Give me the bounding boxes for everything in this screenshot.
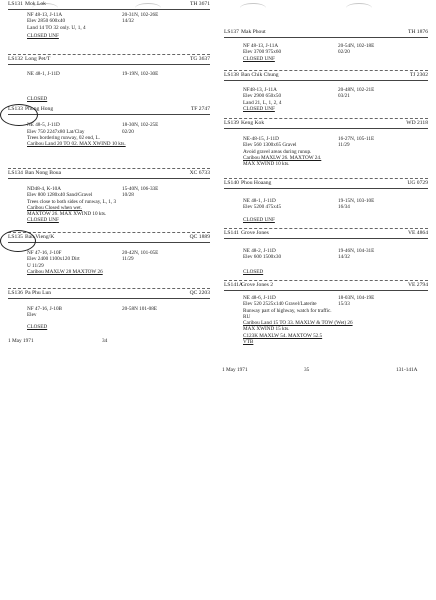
detail-line: Land 14 TO 32 only. U, 1, 4: [27, 24, 86, 31]
entry-header: [8, 233, 210, 243]
entry-header: [8, 169, 210, 179]
entry-details: [224, 291, 428, 345]
site-code: LS135: [8, 234, 23, 240]
status-label: CLOSED UNF: [243, 216, 275, 223]
site-code: LS132: [8, 56, 23, 62]
site-code: LS138: [224, 72, 239, 78]
detail-line: Elev 800 1280x40 Sand/Gravel 10/28: [27, 192, 134, 199]
detail-line: Avoid gravel areas during runup.: [243, 148, 312, 155]
entry-header: [224, 71, 428, 81]
detail-line: NE 48-2, J-11D 19-46N, 104-31E: [243, 248, 375, 254]
detail-line: NF 48-13, J-11A 20-54N, 102-18E: [243, 43, 375, 49]
detail-line: MAXTOW 26. MAX XWIND 10 kts.: [27, 211, 107, 218]
entry-header: [224, 119, 428, 129]
binding-arc: [346, 3, 372, 13]
hand-drawn-circle: [0, 104, 38, 126]
status-label: CLOSED UNF: [27, 32, 59, 39]
grid-reference: XC 6733: [189, 170, 210, 176]
site-code: LS141A: [224, 282, 243, 288]
detail-line: Elev 2400 1100x120 Dirt 11/29: [27, 256, 134, 263]
detail-line: NF48-13, J-11A 20-48N, 102-21E: [243, 87, 375, 93]
detail-line: NE 48-5, J-11D 18-30N, 102-25E: [27, 122, 159, 129]
entry-header: [224, 229, 428, 239]
entry-details: [8, 299, 210, 319]
detail-line: Elev 5200 475x45 16/34: [243, 204, 350, 211]
site-name: Ban Chik Chung: [241, 72, 279, 78]
status-label: CLOSED: [243, 268, 264, 275]
site-code: LS139: [224, 120, 239, 126]
entry-ls136: [8, 288, 210, 330]
site-name: Grove Jones 2: [241, 282, 274, 288]
site-code: LS141: [224, 230, 239, 236]
entry-details: [8, 179, 210, 217]
status-label: CLOSED: [27, 323, 48, 330]
site-code: LS134: [8, 170, 23, 176]
entry-ls131: [8, 0, 210, 39]
detail-line: ND48-4, K-10A 15-40N, 106-33E: [27, 186, 159, 192]
grid-reference: WD 2118: [406, 120, 428, 126]
entry-header: [224, 28, 428, 38]
site-code: LS140: [224, 180, 239, 186]
detail-line: MAX XWIND 15 kts.: [243, 326, 290, 333]
site-name: Grove Jones: [241, 230, 269, 236]
site-name: Mok Lok: [25, 1, 46, 7]
footer-date: 1 May 1971: [8, 338, 34, 344]
entry-details: [224, 38, 428, 56]
page-number: 34: [102, 338, 108, 344]
grid-reference: QC 2203: [189, 290, 210, 296]
entry-details: [224, 81, 428, 106]
grid-reference: UG 0729: [407, 180, 428, 186]
site-code: LS133: [8, 106, 23, 113]
entry-ls139: [224, 118, 428, 167]
entry-ls133: [8, 96, 210, 148]
detail-line: C123K MAXLW 54. MAXTOW 52.5: [243, 332, 323, 339]
status-label: CLOSED: [27, 96, 48, 102]
detail-line: U 11/29: [27, 262, 44, 269]
grid-reference: QC 1889: [189, 234, 210, 240]
entry-details: [8, 65, 210, 77]
detail-line: Runway part of highway, watch for traffic.: [243, 307, 332, 314]
entry-ls134: [8, 168, 210, 224]
hand-drawn-circle: [0, 230, 36, 252]
entry-header: [8, 55, 210, 65]
site-name: Phou Hoaang: [241, 180, 272, 186]
status-label: CLOSED UNF: [243, 105, 275, 112]
entry-header: [8, 0, 210, 10]
detail-line: Trees close to both sides of runway, L, 1, 3: [27, 198, 117, 205]
entry-details: [224, 239, 428, 261]
detail-line: NE 48-1, J-11D 19-19N, 102-30E: [27, 71, 159, 77]
detail-line: NE 48-1, J-11D 19-15N, 103-10E: [243, 198, 375, 204]
detail-line: NF 47-16, J-10B 20-58N 101-08E: [27, 306, 158, 312]
site-name: Mak Phout: [241, 29, 266, 35]
page-number: 35: [304, 367, 310, 373]
detail-line: VTB: [243, 339, 254, 346]
entry-ls137: [224, 28, 428, 62]
site-name: Phong Hong: [25, 106, 54, 113]
status-label: CLOSED UNF: [243, 55, 275, 62]
entry-details: [8, 243, 210, 275]
detail-line: MAX XWIND 10 kts.: [243, 161, 290, 168]
detail-line: NE 48-6, J-11D 18-03N, 104-19E: [243, 295, 375, 301]
entry-ls141a: [224, 280, 428, 345]
entry-details: [8, 115, 210, 147]
detail-line: RU: [243, 313, 251, 320]
binding-arc: [240, 3, 266, 13]
grid-reference: TH 3671: [189, 1, 210, 7]
page-range: 131-141A: [396, 367, 418, 373]
grid-reference: VE 2794: [407, 282, 428, 288]
detail-line: Elev 600 1500x30 14/32: [243, 254, 350, 261]
grid-reference: TJ 2302: [409, 72, 428, 78]
entry-header: [224, 281, 428, 291]
site-code: LS137: [224, 29, 239, 35]
entry-header: [224, 179, 428, 189]
entry-header: [8, 289, 210, 299]
detail-line: Caribou Land 15 TO 33. MAXLW & TOW (Wet) 26: [243, 320, 353, 327]
site-name: Ban Vieng/K: [25, 234, 55, 240]
grid-reference: TH 1876: [407, 29, 428, 35]
site-code: LS136: [8, 290, 23, 296]
entry-ls132: [8, 54, 210, 77]
entry-ls141: [224, 228, 428, 275]
entry-ls135: [8, 232, 210, 275]
detail-line: Trees bordering runway, 02 end, L.: [27, 135, 100, 141]
detail-line: NE-48-15, J-11D 16-27N, 105-11E: [243, 136, 375, 142]
entry-details: [224, 189, 428, 211]
detail-line: Land 21, L, 1, 2, 4: [243, 99, 282, 106]
detail-line: Elev 2900 650x50 03/21: [243, 93, 350, 100]
detail-line: Caribou Land 20 TO 02. MAX XWIND 10 kts.: [27, 141, 126, 148]
site-code: LS131: [8, 1, 23, 7]
grid-reference: TG 3637: [189, 56, 210, 62]
detail-line: Elev 2850 600x40 14/32: [27, 18, 134, 25]
detail-line: NF 48-13, J-11A 20-31N, 102-26E: [27, 12, 159, 18]
detail-line: Caribou MAXLW 26. MAXTOW 24.: [243, 154, 322, 161]
grid-reference: VE 4864: [407, 230, 428, 236]
entry-ls140: [224, 178, 428, 223]
detail-line: Caribou MAXLW 28 MAXTOW 26: [27, 268, 103, 275]
site-name: Pa Phu Lun: [25, 290, 52, 296]
detail-line: Elev 3700 975x60 02/20: [243, 49, 350, 56]
grid-reference: TF 2747: [190, 106, 210, 113]
detail-line: Elev: [27, 312, 37, 319]
status-label: CLOSED UNF: [27, 217, 59, 224]
site-name: Keng Kok: [241, 120, 265, 126]
entry-header: [8, 105, 210, 115]
entry-ls138: [224, 70, 428, 112]
entry-details: [224, 129, 428, 167]
right-page: [218, 0, 436, 600]
footer-date: 1 May 1971: [222, 367, 248, 373]
detail-line: Elev 520 2525x140 Gravel/Laterite 15/33: [243, 301, 350, 308]
detail-line: Caribou Closed when wet.: [27, 204, 83, 211]
detail-line: Elev 750 2247x80 Lat/Clay 02/20: [27, 128, 134, 135]
site-name: Ban Nong Boua: [25, 170, 62, 176]
detail-line: NF 47-16, J-10F 20-42N, 101-05E: [27, 250, 159, 256]
entry-details: [8, 10, 210, 31]
site-name: Long Pet/T: [25, 56, 51, 62]
detail-line: Elev 560 1300x65 Gravel 11/29: [243, 142, 350, 149]
